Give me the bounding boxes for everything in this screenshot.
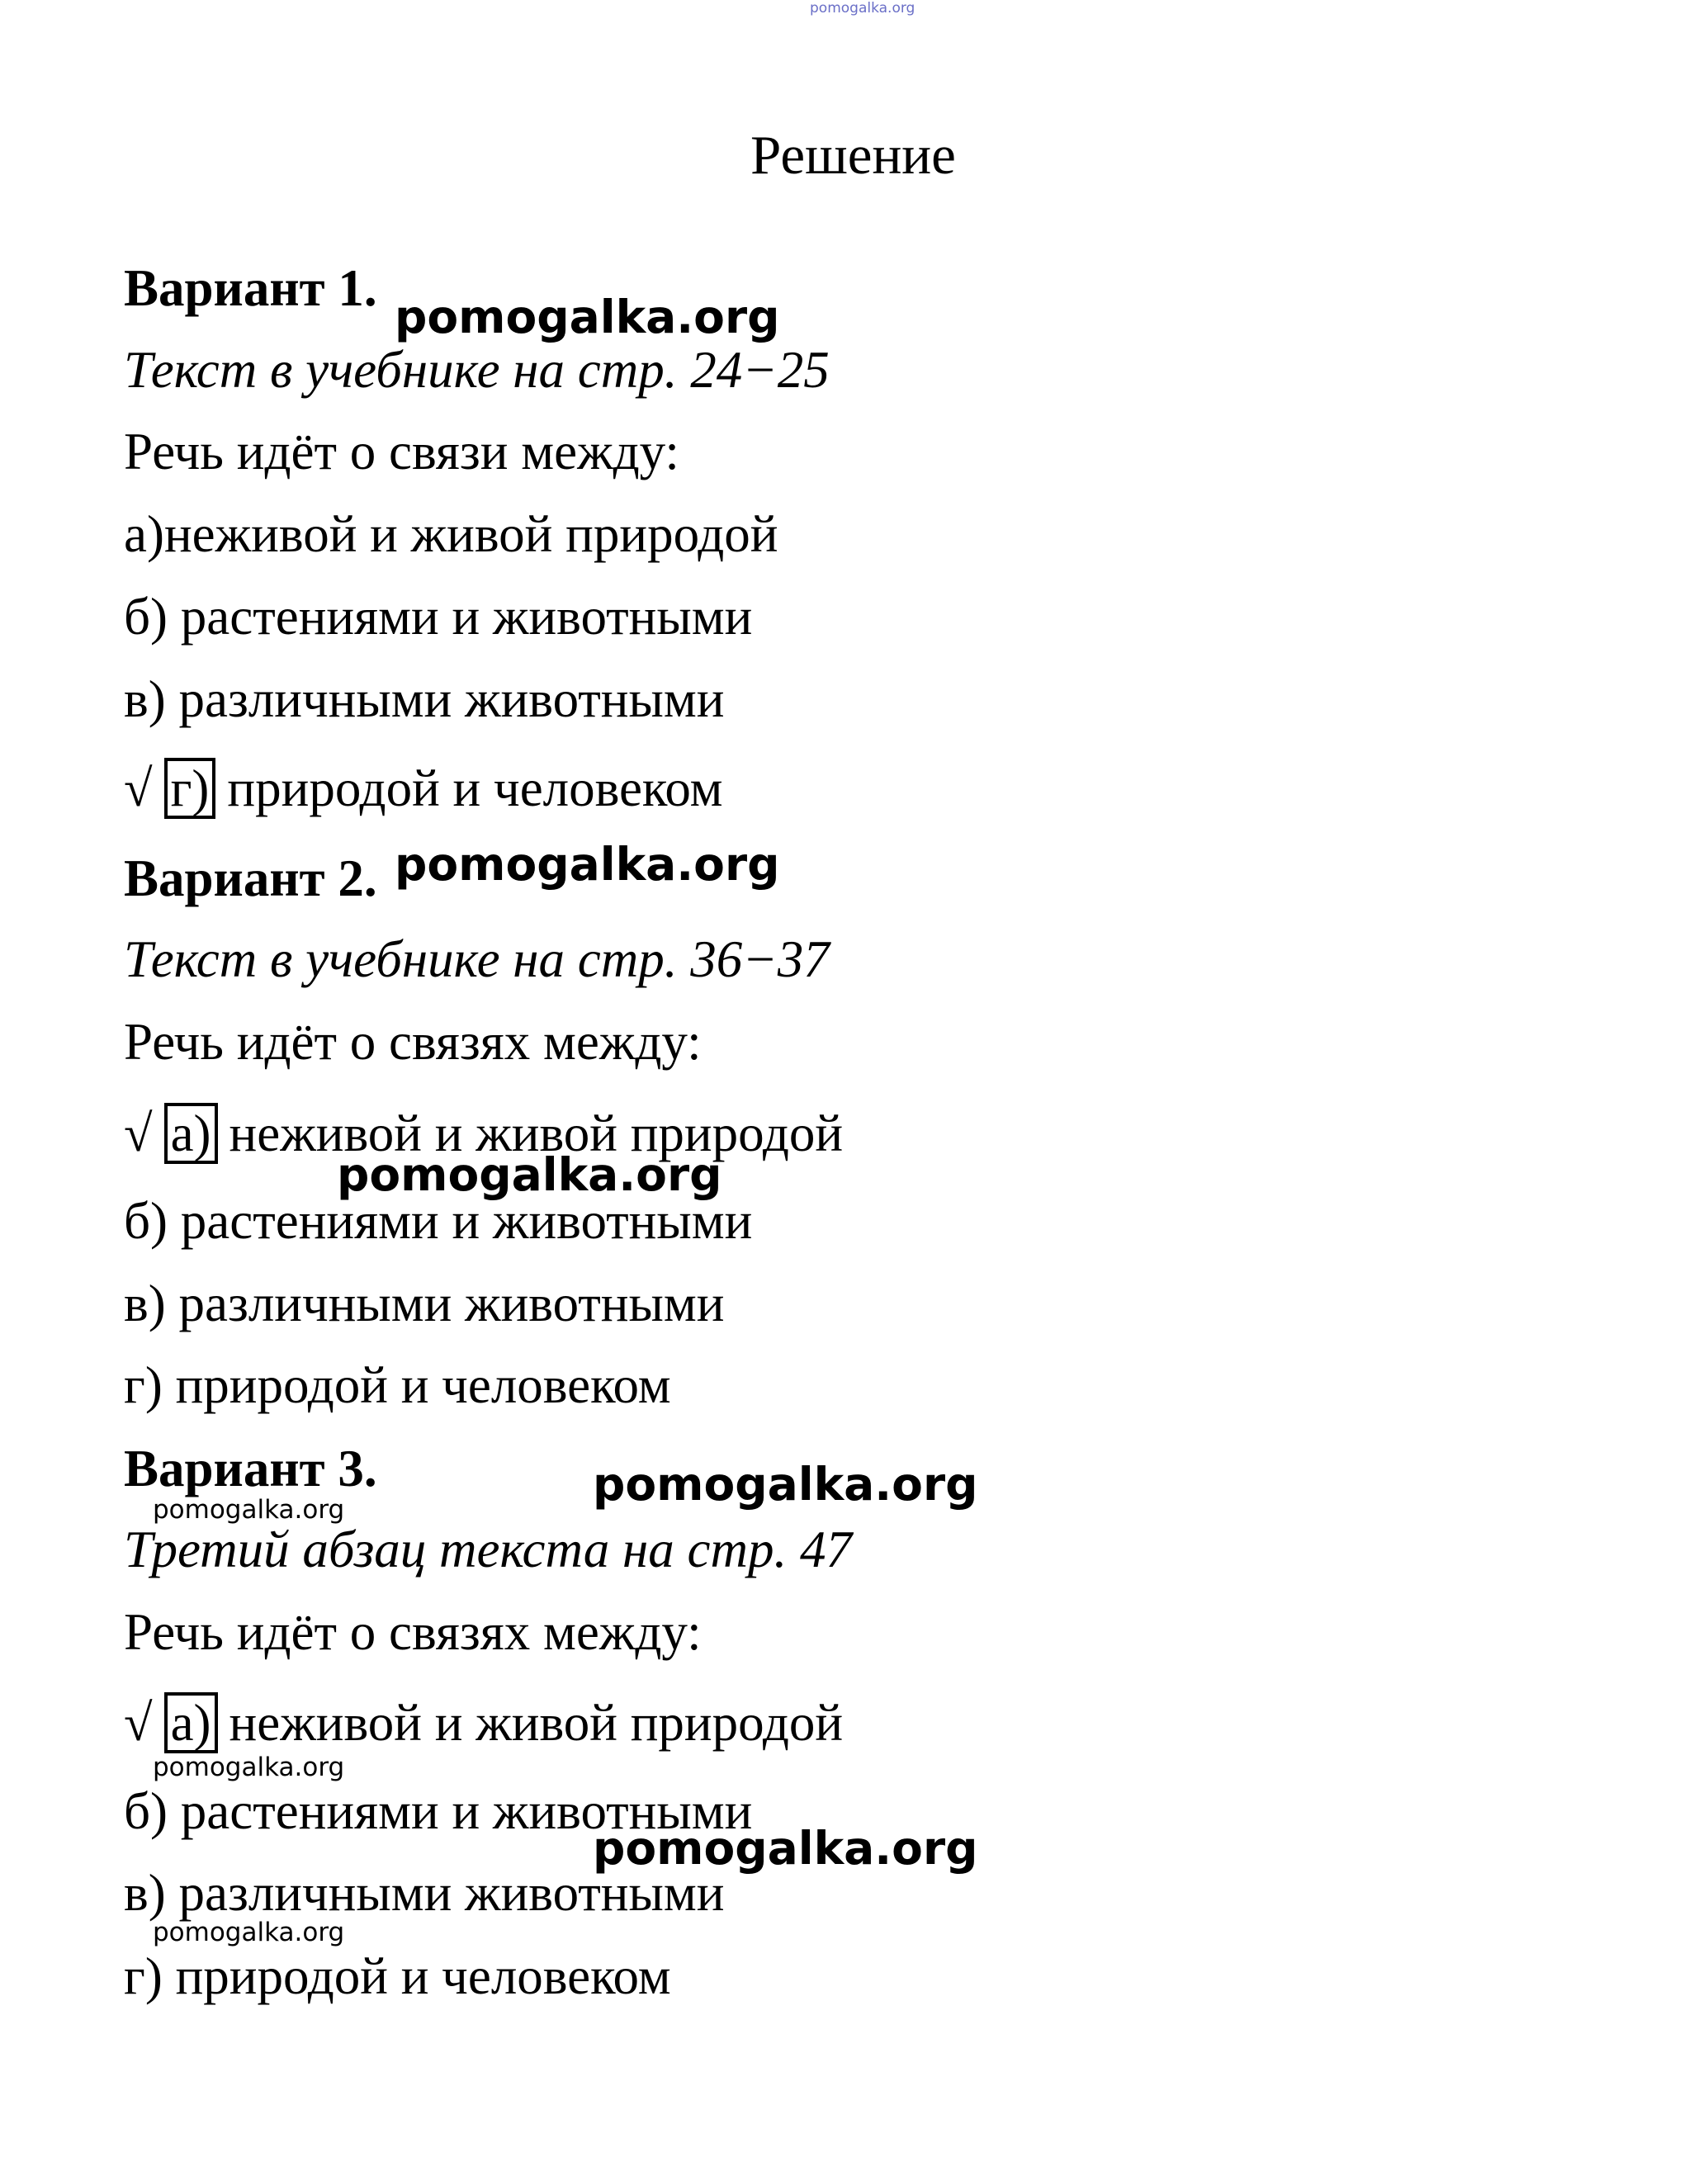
variant-3-option-d [124, 1947, 671, 2005]
option-letter: г) [124, 1356, 163, 1414]
watermark: pomogalka.org [593, 1822, 978, 1875]
variant-3-source: Третий абзац текста на стр. 47 [124, 1521, 852, 1578]
watermark: pomogalka.org [395, 838, 780, 891]
option-text: неживой и живой природой [229, 1694, 844, 1752]
option-text: растениями и животными [180, 588, 753, 646]
option-letter: а) [124, 505, 164, 563]
option-text: неживой и живой природой [163, 505, 778, 563]
option-text: неживой и живой природой [229, 1105, 844, 1162]
check-mark: √ [124, 759, 153, 817]
variant-2-source: Текст в учебнике на стр. 36−37 [124, 930, 830, 988]
option-letter: в) [124, 670, 166, 728]
variant-3-question: Речь идёт о связях между: [124, 1603, 702, 1661]
option-text: природой и человеком [175, 1356, 671, 1414]
option-text: растениями и животными [180, 1192, 753, 1250]
watermark: pomogalka.org [337, 1148, 722, 1201]
option-letter: г) [124, 1947, 163, 2005]
option-text: природой и человеком [175, 1947, 671, 2005]
page-title: Решение [750, 125, 956, 186]
answer-box: а) [164, 1692, 218, 1753]
watermark: pomogalka.org [153, 1753, 345, 1782]
variant-1-option-b [124, 588, 753, 646]
watermark: pomogalka.org [395, 291, 780, 343]
variant-1-option-d [124, 758, 723, 819]
variant-3-option-c [124, 1864, 725, 1922]
check-mark: √ [124, 1694, 153, 1752]
check-mark: √ [124, 1105, 153, 1162]
variant-2-option-c [124, 1275, 725, 1332]
variant-3-heading: Вариант 3. [124, 1440, 377, 1497]
option-letter: в) [124, 1275, 166, 1332]
variant-2-question: Речь идёт о связях между: [124, 1013, 702, 1071]
option-letter: б) [124, 1192, 168, 1250]
variant-2-option-d [124, 1356, 671, 1414]
option-text: природой и человеком [227, 759, 723, 817]
variant-2-heading: Вариант 2. [124, 849, 377, 907]
variant-1-heading: Вариант 1. [124, 259, 377, 317]
answer-box: г) [164, 758, 216, 819]
option-letter: б) [124, 1782, 168, 1840]
option-letter: в) [124, 1864, 166, 1922]
top-url: pomogalka.org [810, 0, 916, 17]
variant-2-option-b [124, 1192, 753, 1250]
variant-1-option-c [124, 670, 725, 728]
option-letter: б) [124, 588, 168, 646]
watermark: pomogalka.org [593, 1458, 978, 1511]
variant-1-option-a [124, 505, 778, 563]
variant-1-question: Речь идёт о связи между: [124, 423, 679, 480]
option-text: различными животными [178, 1275, 725, 1332]
option-text: различными животными [178, 1864, 725, 1922]
option-text: различными животными [178, 670, 725, 728]
variant-1-source: Текст в учебнике на стр. 24−25 [124, 341, 830, 399]
variant-3-option-a [124, 1692, 843, 1753]
watermark: pomogalka.org [153, 1495, 345, 1525]
answer-box: а) [164, 1103, 218, 1164]
option-text: растениями и животными [180, 1782, 753, 1840]
watermark: pomogalka.org [153, 1918, 345, 1947]
